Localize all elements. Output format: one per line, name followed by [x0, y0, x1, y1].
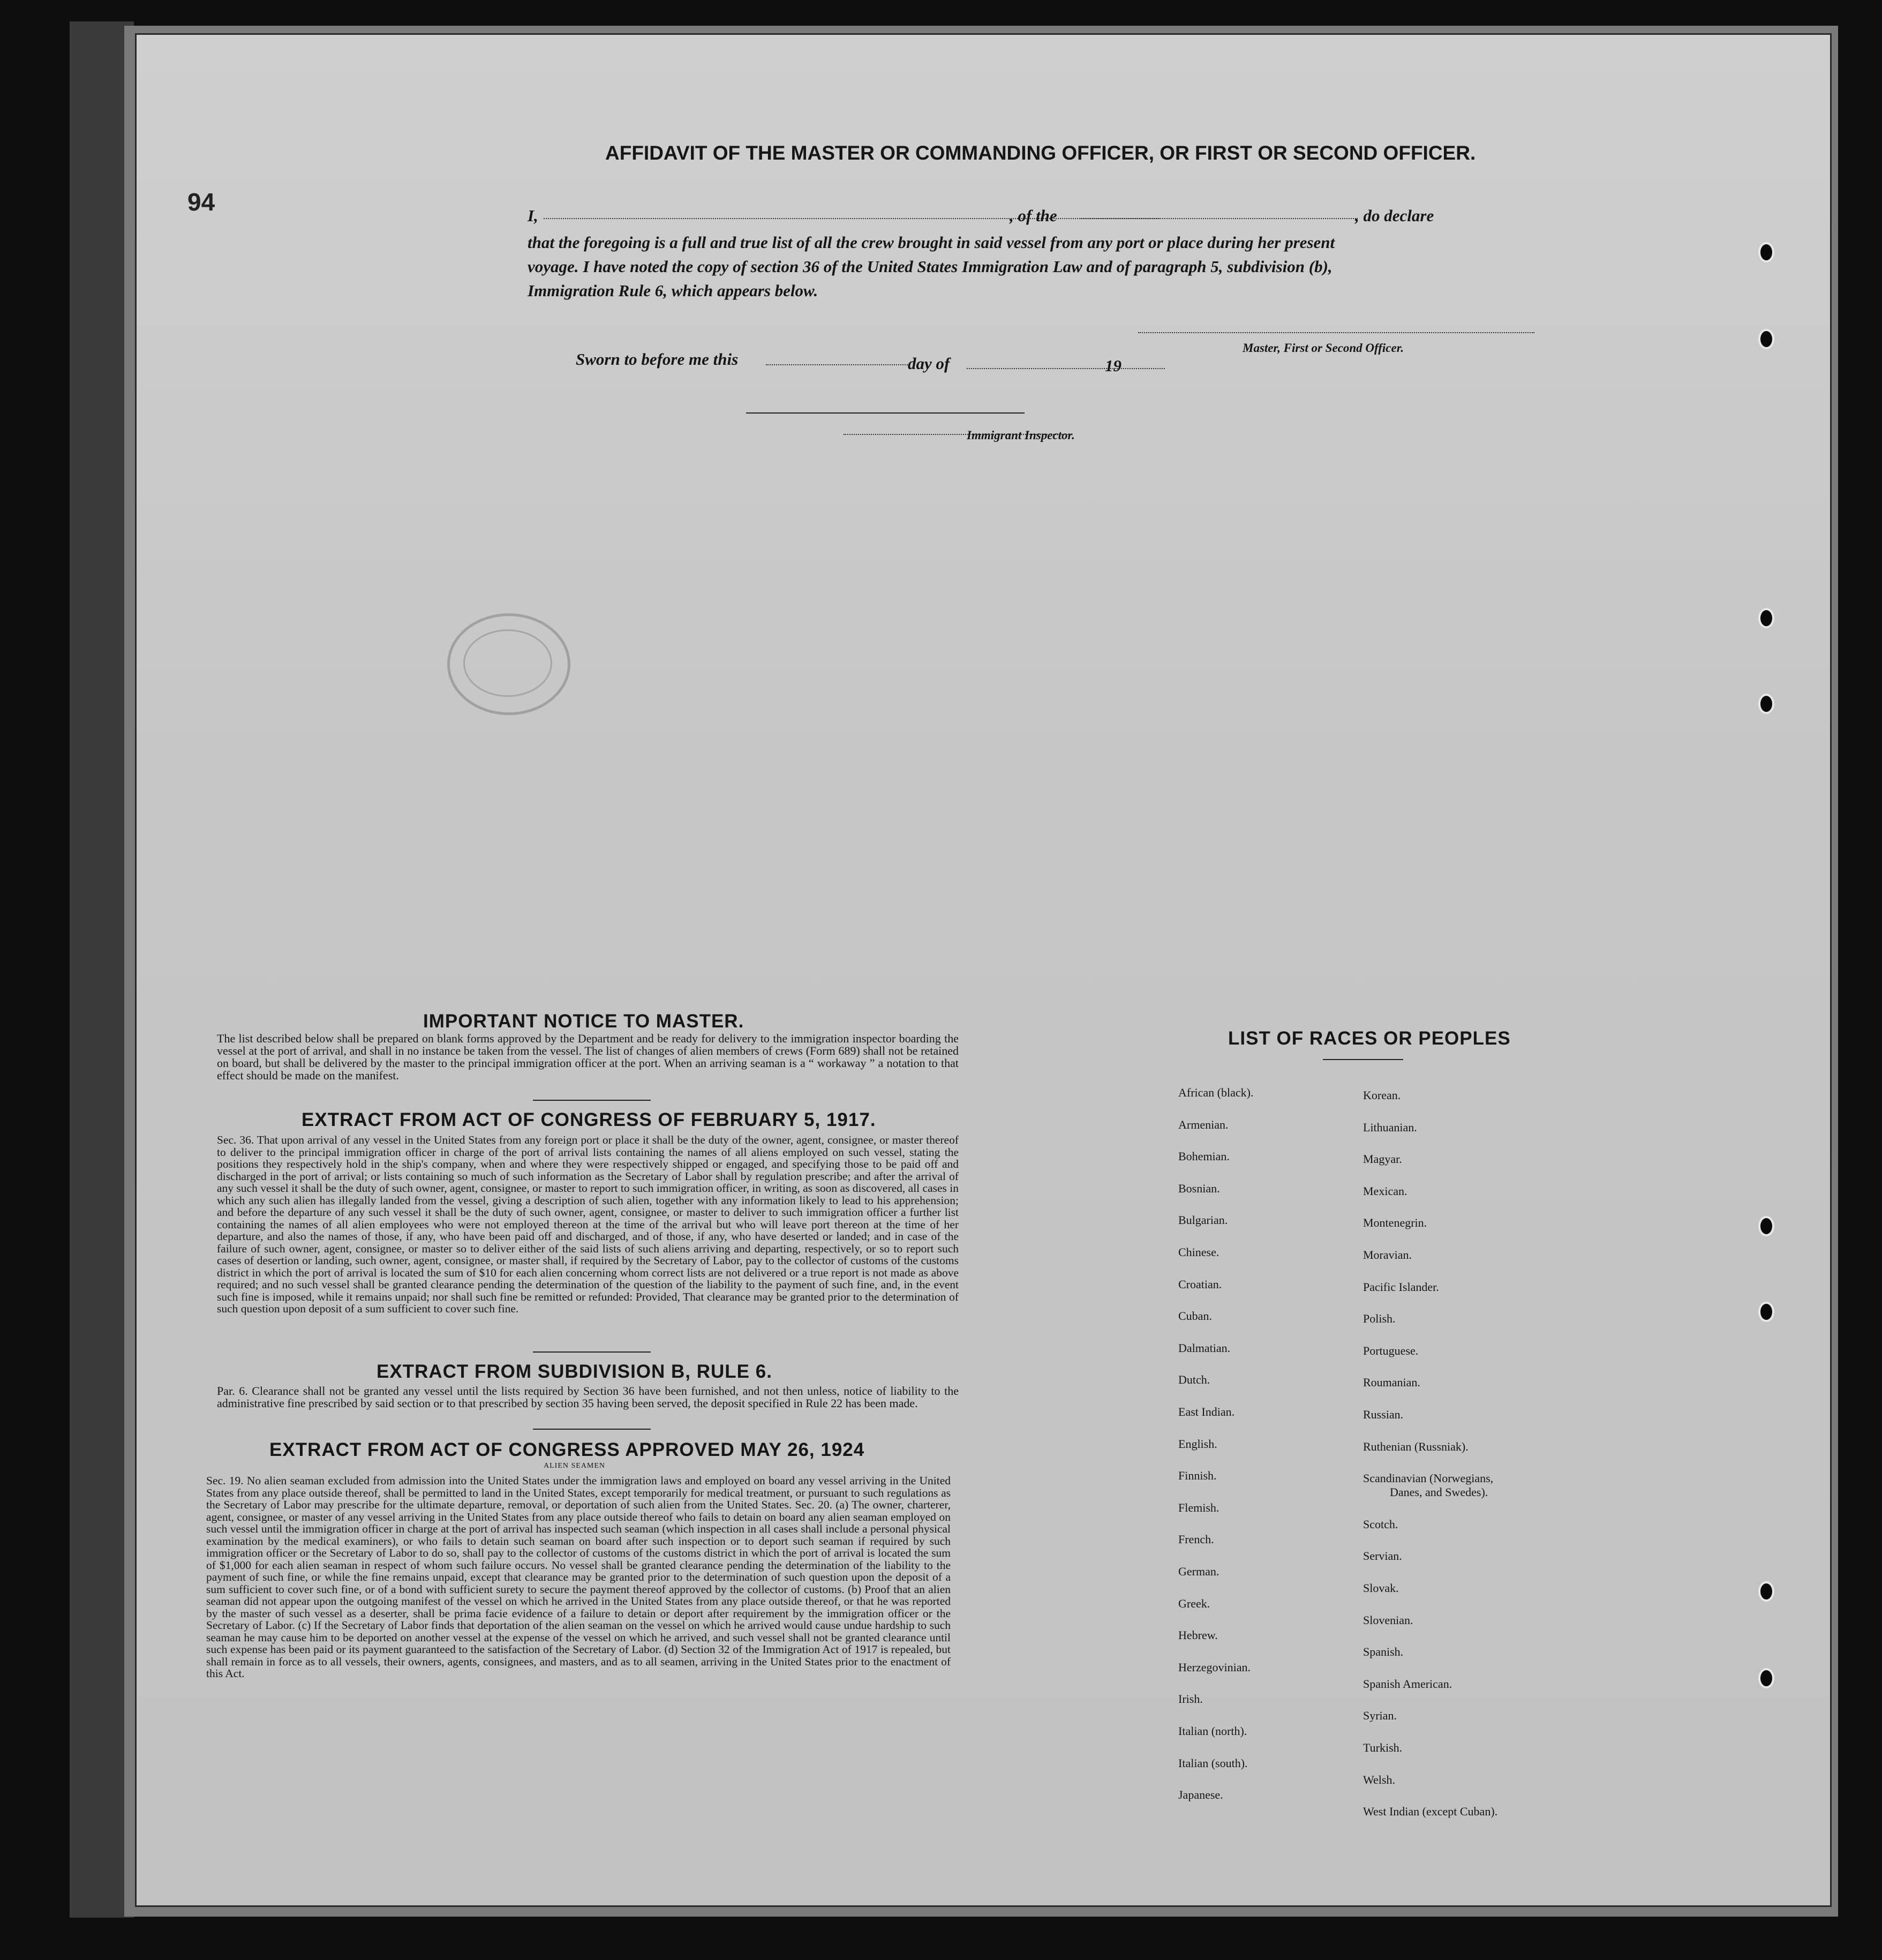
vessel-blank: [1079, 218, 1358, 219]
race-right-item: Welsh.: [1363, 1773, 1395, 1786]
race-right-item: Danes, and Swedes).: [1390, 1485, 1488, 1499]
race-left-item: Croatian.: [1178, 1277, 1222, 1291]
extract-1924-title: EXTRACT FROM ACT OF CONGRESS APPROVED MAY 26, 1924: [269, 1439, 865, 1460]
race-right-item: Slovenian.: [1363, 1613, 1413, 1627]
race-left-item: Bulgarian.: [1178, 1213, 1228, 1227]
race-right-item: Scotch.: [1363, 1517, 1398, 1531]
race-left-item: French.: [1178, 1533, 1214, 1546]
binder-hole: [1758, 242, 1774, 262]
notice-divider: [533, 1100, 651, 1101]
race-right-item: Lithuanian.: [1363, 1120, 1417, 1134]
extract-rule6-text: Par. 6. Clearance shall not be granted any vessel until the lists required by Section 36 have been furnished, and not then unless, notice of liability to the administrative fine prescribed by said section or to that prescribed by section 35 having been served, the deposit specified in Rule 22 has been made.: [217, 1384, 959, 1410]
race-left-item: Dutch.: [1178, 1373, 1210, 1387]
extract-rule6-divider: [533, 1429, 651, 1430]
race-right-item: Ruthenian (Russniak).: [1363, 1439, 1469, 1453]
race-right-item: Polish.: [1363, 1312, 1396, 1326]
notice-text: The list described below shall be prepared on blank forms approved by the Department and be ready for delivery to the immigration inspector boarding the vessel at the port of arrival, and shall in no instance be taken from the vessel. The list of changes of alien members of crews (Form 689) shall not be retained on board, but shall be delivered by the master to the principal immigration officer at the port. When an arriving seaman is a “ workaway ” a notation to that effect should be made on the manifest.: [217, 1032, 959, 1082]
extract-1917-title: EXTRACT FROM ACT OF CONGRESS OF FEBRUARY 5, 1917.: [302, 1109, 876, 1130]
affidavit-line-1: that the foregoing is a full and true list of all the crew brought in said vessel from any port or place during her present: [528, 233, 1335, 252]
race-left-item: Finnish.: [1178, 1469, 1217, 1483]
race-right-item: Korean.: [1363, 1088, 1401, 1102]
race-left-item: Cuban.: [1178, 1309, 1212, 1323]
races-title: LIST OF RACES OR PEOPLES: [1228, 1028, 1511, 1049]
extract-1917-divider: [533, 1351, 651, 1353]
inspector-rule: [746, 412, 1025, 414]
day-of-label: day of: [908, 354, 950, 373]
binder-hole: [1758, 1668, 1774, 1688]
sworn-day-blank: [766, 364, 908, 365]
race-left-item: Italian (north).: [1178, 1724, 1247, 1738]
race-right-item: Pacific Islander.: [1363, 1280, 1439, 1294]
affidavit-line-3: Immigration Rule 6, which appears below.: [528, 281, 818, 300]
year-prefix: 19: [1105, 356, 1121, 375]
race-left-item: Japanese.: [1178, 1788, 1223, 1802]
race-right-item: Slovak.: [1363, 1581, 1399, 1595]
page-number: 94: [187, 188, 215, 216]
name-blank: [544, 218, 1160, 219]
binder-hole: [1758, 608, 1774, 628]
race-right-item: Portuguese.: [1363, 1343, 1419, 1357]
race-left-item: German.: [1178, 1565, 1219, 1578]
binder-hole: [1758, 1216, 1774, 1236]
race-left-item: English.: [1178, 1437, 1217, 1451]
extract-rule6-title: EXTRACT FROM SUBDIVISION B, RULE 6.: [377, 1361, 772, 1382]
race-left-item: Chinese.: [1178, 1245, 1219, 1259]
master-signature-line: [1138, 332, 1534, 333]
binder-hole: [1758, 1581, 1774, 1602]
race-right-item: Mexican.: [1363, 1184, 1407, 1198]
races-divider: [1323, 1059, 1403, 1060]
race-left-item: Herzegovinian.: [1178, 1660, 1251, 1674]
race-left-item: Italian (south).: [1178, 1756, 1248, 1770]
race-right-item: Russian.: [1363, 1408, 1404, 1421]
race-left-item: African (black).: [1178, 1086, 1254, 1099]
binder-hole: [1758, 1302, 1774, 1322]
race-right-item: Roumanian.: [1363, 1376, 1420, 1390]
race-right-item: Spanish.: [1363, 1645, 1404, 1659]
binder-hole: [1758, 694, 1774, 714]
race-left-item: Hebrew.: [1178, 1628, 1218, 1642]
affidavit-title: AFFIDAVIT OF THE MASTER OR COMMANDING OFFICER, OR FIRST OR SECOND OFFICER.: [605, 142, 1476, 164]
race-left-item: Armenian.: [1178, 1117, 1229, 1131]
do-declare-label: , do declare: [1355, 206, 1434, 225]
binder-hole: [1758, 329, 1774, 349]
race-left-item: Greek.: [1178, 1596, 1210, 1610]
race-right-item: Moravian.: [1363, 1248, 1412, 1261]
race-left-item: East Indian.: [1178, 1405, 1235, 1418]
race-right-item: Turkish.: [1363, 1741, 1403, 1754]
race-right-item: Servian.: [1363, 1549, 1402, 1563]
master-signature-label: Master, First or Second Officer.: [1243, 341, 1404, 355]
race-right-item: Spanish American.: [1363, 1677, 1452, 1691]
race-right-item: Scandinavian (Norwegians,: [1363, 1471, 1494, 1485]
race-left-item: Irish.: [1178, 1692, 1203, 1706]
notice-title: IMPORTANT NOTICE TO MASTER.: [423, 1011, 744, 1032]
race-left-item: Dalmatian.: [1178, 1341, 1231, 1355]
race-right-item: Syrian.: [1363, 1709, 1397, 1723]
race-left-item: Bohemian.: [1178, 1150, 1230, 1163]
extract-1924-text: Sec. 19. No alien seaman excluded from admission into the United States under the immigration laws and employed on board any vessel arriving in the United States from any place outside thereof, shall be permitted to land in the United States, except temporarily for medical treatment, or pursuant to such regulations as the Secretary of Labor may prescribe for the ultimate departure, removal, or deportation of such alien from the United States. Sec. 20. (a) The owner, charterer, agent, consignee, or master of any vessel arriving in the United States from any place outside thereof who fails to detain on board any alien seaman employed on such vessel until the immigration officer in charge at the port of arrival has inspected such seaman (which inspection in all cases shall include a personal physical examination by the medical examiners), or who fails to detain such seaman on board after such inspection or to deport such seaman if required by such immigration officer or the Secretary of Labor to do so, shall pay to the collector of customs of the customs district in which the port of arrival is located the sum of $1,000 for each alien seaman in respect of whom such failure occurs. No vessel shall be granted clearance pending the determination of the liability to the payment of such fine, or while the fine remains unpaid, except that clearance may be granted prior to the determination of such question upon the deposit of a sum sufficient to cover such fine, or of a bond with sufficient surety to secure the payment thereof approved by the collector of customs. (b) Proof that an alien seaman did not appear upon the outgoing manifest of the vessel on which he arrived in the United States from any place outside thereof, or that he was reported by the master of such vessel as a deserter, shall be prima facie evidence of a failure to detain or deport after requirement by the immigration officer or the Secretary of Labor. (c) If the Secretary of Labor finds that deportation of the alien seaman on the vessel on which he arrived would cause undue hardship to such seaman he may cause him to be deported on another vessel at the expense of the vessel on which he arrived, and such vessel shall not be granted clearance until such expense has been paid or its payment guaranteed to the satisfaction of the Secretary of Labor. (d) Section 32 of the Immigration Act of 1917 is repealed, but shall remain in force as to all vessels, their owners, agents, consignees, and masters, and as to all seamen, arriving in the United States prior to the enactment of this Act.: [206, 1474, 951, 1680]
of-the-label: , of the: [1010, 206, 1057, 225]
extract-1924-subtitle: ALIEN SEAMEN: [544, 1462, 606, 1470]
inspector-signature-label: Immigrant Inspector.: [967, 429, 1075, 442]
document-page: [135, 33, 1832, 1907]
stamp-inner-mark: [463, 629, 552, 697]
affidavit-line-2: voyage. I have noted the copy of section 36 of the United States Immigration Law and of paragraph 5, subdivision (b),: [528, 257, 1333, 276]
race-right-item: Montenegrin.: [1363, 1216, 1427, 1230]
race-left-item: Flemish.: [1178, 1500, 1219, 1514]
i-label: I,: [528, 206, 538, 225]
sworn-label: Sworn to before me this: [576, 350, 739, 369]
sworn-month-blank: [967, 368, 1165, 369]
race-right-item: Magyar.: [1363, 1152, 1402, 1166]
race-right-item: West Indian (except Cuban).: [1363, 1805, 1498, 1819]
race-left-item: Bosnian.: [1178, 1181, 1220, 1195]
extract-1917-text: Sec. 36. That upon arrival of any vessel in the United States from any foreign port or place it shall be the duty of the owner, agent, consignee, or master thereof to deliver to the principal immigration officer in charge of the port of arrival lists containing the names of all aliens employed on such vessel, stating the positions they respectively hold in the ship's company, when and where they were respectively shipped or engaged, and specifying those to be paid off and discharged in the port of arrival; or lists containing so much of such information as the Secretary of Labor shall by regulation prescribe; and after the arrival of any such vessel it shall be the duty of such owner, agent, consignee, or master to report to such immigration officer, in writing, as soon as discovered, all cases in which any such alien has illegally landed from the vessel, giving a description of such alien, together with any information likely to lead to his apprehension; and before the departure of any such vessel it shall be the duty of such owner, agent, consignee, or master to deliver to such immigration officer a further list containing the names of all alien employees who were not employed thereon at the time of the arrival but who will leave port thereon at the time of her departure, and also the names of those, if any, who have been paid off and discharged, and of those, if any, who have deserted or landed; and in case of the failure of such owner, agent, consignee, or master so to deliver either of the said lists of such aliens arriving and departing, respectively, or so to report such cases of desertion or landing, such owner, agent, consignee, or master shall, if required by the Secretary of Labor, pay to the collector of customs of the customs district in which the port of arrival is located the sum of $10 for each alien concerning whom correct lists are not delivered or a true report is not made as above required; and no such vessel shall be granted clearance pending the determination of the question of the liability to the payment of such fine, and, in the event such fine is imposed, while it remains unpaid; nor shall such fine be remitted or refunded: Provided, That clearance may be granted prior to the determination of such question upon deposit of a sum sufficient to cover such fine.: [217, 1133, 959, 1315]
